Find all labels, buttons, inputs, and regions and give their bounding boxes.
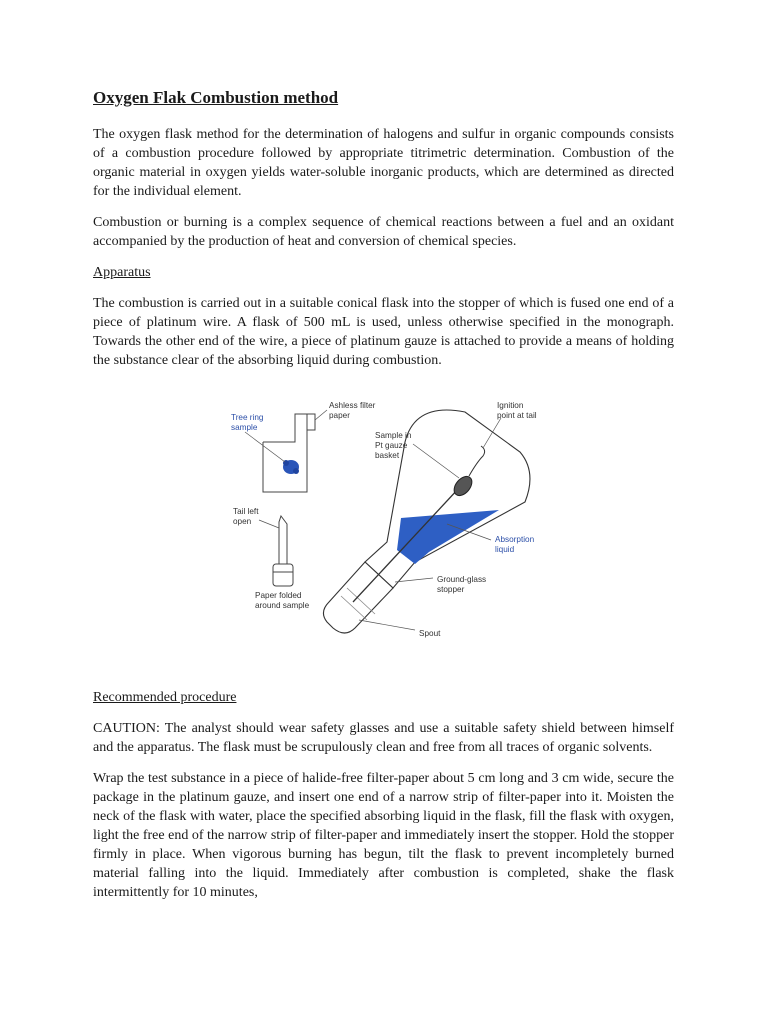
apparatus-heading: Apparatus bbox=[93, 265, 151, 280]
procedure-heading: Recommended procedure bbox=[93, 690, 237, 705]
page-title: Oxygen Flak Combustion method bbox=[93, 88, 339, 107]
caution-paragraph: CAUTION: The analyst should wear safety glasses and use a suitable safety shield between himself and the apparatus. The flask must be scrupulously clean and free from all traces of organic solvents. bbox=[93, 721, 674, 755]
label-ignition-2: point at tail bbox=[497, 411, 537, 420]
intro-paragraph-1: The oxygen flask method for the determination of halogens and sulfur in organic compounds consists of a combustion procedure followed by appropriate titrimetric determination. Combustion of the organic material in oxygen yields water-soluble inorganic products, which are determined as directed for the individual element. bbox=[93, 127, 674, 199]
label-spout: Spout bbox=[419, 629, 441, 638]
label-tail-2: open bbox=[233, 517, 252, 526]
label-ashless-2: paper bbox=[329, 411, 350, 420]
label-sample-3: basket bbox=[375, 451, 400, 460]
label-absorption-1: Absorption bbox=[495, 535, 535, 544]
apparatus-figure bbox=[215, 392, 555, 644]
label-absorption-2: liquid bbox=[495, 545, 515, 554]
label-sample-1: Sample in bbox=[375, 431, 412, 440]
procedure-section bbox=[93, 688, 674, 914]
label-ground-glass-2: stopper bbox=[437, 585, 465, 594]
label-ashless-1: Ashless filter bbox=[329, 401, 376, 410]
intro-paragraph-2: Combustion or burning is a complex sequence of chemical reactions between a fuel and an oxidant accompanied by the production of heat and conversion of chemical species. bbox=[93, 215, 674, 249]
apparatus-paragraph: The combustion is carried out in a suitable conical flask into the stopper of which is fused one end of a piece of platinum wire. A flask of 500 mL is used, unless otherwise specified in the monograph. Towards the other end of the wire, a piece of platinum gauze is attached to provide a means of holding the substance clear of the absorbing liquid during combustion. bbox=[93, 296, 674, 368]
label-paper-folded-1: Paper folded bbox=[255, 591, 302, 600]
label-ground-glass-1: Ground-glass bbox=[437, 575, 487, 584]
label-paper-folded-2: around sample bbox=[255, 601, 310, 610]
procedure-paragraph: Wrap the test substance in a piece of halide-free filter-paper about 5 cm long and 3 cm wide, secure the package in the platinum gauze, and insert one end of a narrow strip of filter-paper into it. Moisten the neck of the flask with water, place the specified absorbing liquid in the flask, fill the flask with oxygen, light the free end of the narrow strip of filter-paper and immediately insert the stopper. Hold the stopper firmly in place. When vigorous burning has begun, tilt the flask to prevent incompletely burned material falling into the liquid. Immediately after combustion is completed, shake the flask intermittently for 10 minutes, bbox=[93, 771, 674, 900]
label-tree-ring-1: Tree ring bbox=[231, 413, 264, 422]
label-ignition-1: Ignition bbox=[497, 401, 524, 410]
label-tree-ring-2: sample bbox=[231, 423, 258, 432]
conical-flask-drawing bbox=[323, 410, 530, 633]
label-tail-1: Tail left bbox=[233, 507, 259, 516]
filter-paper-drawing bbox=[263, 414, 315, 492]
upper-section bbox=[93, 88, 674, 382]
label-sample-2: Pt gauze bbox=[375, 441, 408, 450]
apparatus-diagram bbox=[215, 392, 555, 644]
